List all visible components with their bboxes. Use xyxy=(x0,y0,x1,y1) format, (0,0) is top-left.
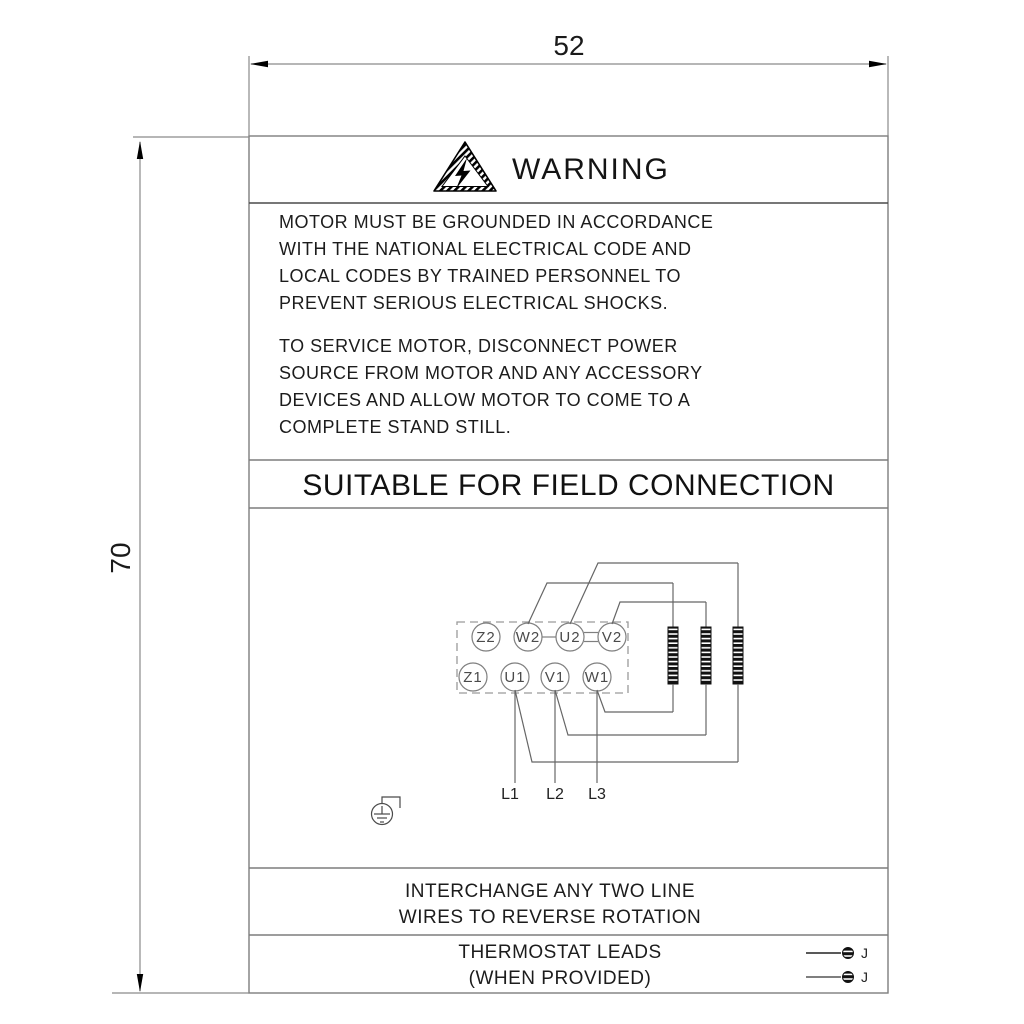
lead-label-j2: J xyxy=(861,969,868,985)
terminal-label-v1: V1 xyxy=(544,669,566,686)
line-label-l3: L3 xyxy=(588,786,606,803)
paragraph-line: WITH THE NATIONAL ELECTRICAL CODE AND xyxy=(279,239,692,259)
terminal-label-z1: Z1 xyxy=(463,669,483,686)
thermostat-leads-line2: (WHEN PROVIDED) xyxy=(468,968,652,989)
arrowhead-down-icon xyxy=(137,974,143,992)
terminal-label-u1: U1 xyxy=(504,669,526,686)
terminal-label-w2: W2 xyxy=(515,629,541,646)
paragraph-line: SOURCE FROM MOTOR AND ANY ACCESSORY xyxy=(279,363,703,383)
paragraph-line: DEVICES AND ALLOW MOTOR TO COME TO A xyxy=(279,390,691,410)
motor-winding-coil-icons xyxy=(668,563,743,762)
rotation-note-line2: WIRES TO REVERSE ROTATION xyxy=(398,907,702,928)
protective-earth-ground-icon xyxy=(372,797,401,825)
warning-title: WARNING xyxy=(512,153,670,186)
width-dimension-lines xyxy=(249,56,888,136)
service-warning-paragraph xyxy=(279,333,703,441)
high-voltage-warning-triangle-icon xyxy=(434,142,496,191)
paragraph-line: PREVENT SERIOUS ELECTRICAL SHOCKS. xyxy=(279,293,669,313)
paragraph-line: MOTOR MUST BE GROUNDED IN ACCORDANCE xyxy=(279,212,714,232)
grounding-warning-paragraph xyxy=(279,209,713,317)
thermostat-leads-line1: THERMOSTAT LEADS xyxy=(458,942,662,963)
line-label-l1: L1 xyxy=(501,786,519,803)
paragraph-line: LOCAL CODES BY TRAINED PERSONNEL TO xyxy=(279,266,681,286)
height-dimension-value: 70 xyxy=(105,542,136,574)
line-label-l2: L2 xyxy=(546,786,564,803)
paragraph-line: COMPLETE STAND STILL. xyxy=(279,417,512,437)
lead-label-j1: J xyxy=(861,945,868,961)
arrowhead-up-icon xyxy=(137,141,143,159)
field-connection-title: SUITABLE FOR FIELD CONNECTION xyxy=(302,469,835,502)
paragraph-line: TO SERVICE MOTOR, DISCONNECT POWER xyxy=(279,336,678,356)
rotation-note-line1: INTERCHANGE ANY TWO LINE xyxy=(404,881,695,902)
terminal-label-z2: Z2 xyxy=(476,629,496,646)
terminal-label-w1: W1 xyxy=(584,669,610,686)
terminal-label-u2: U2 xyxy=(559,629,581,646)
terminal-label-v2: V2 xyxy=(601,629,623,646)
width-dimension-value: 52 xyxy=(553,30,585,61)
